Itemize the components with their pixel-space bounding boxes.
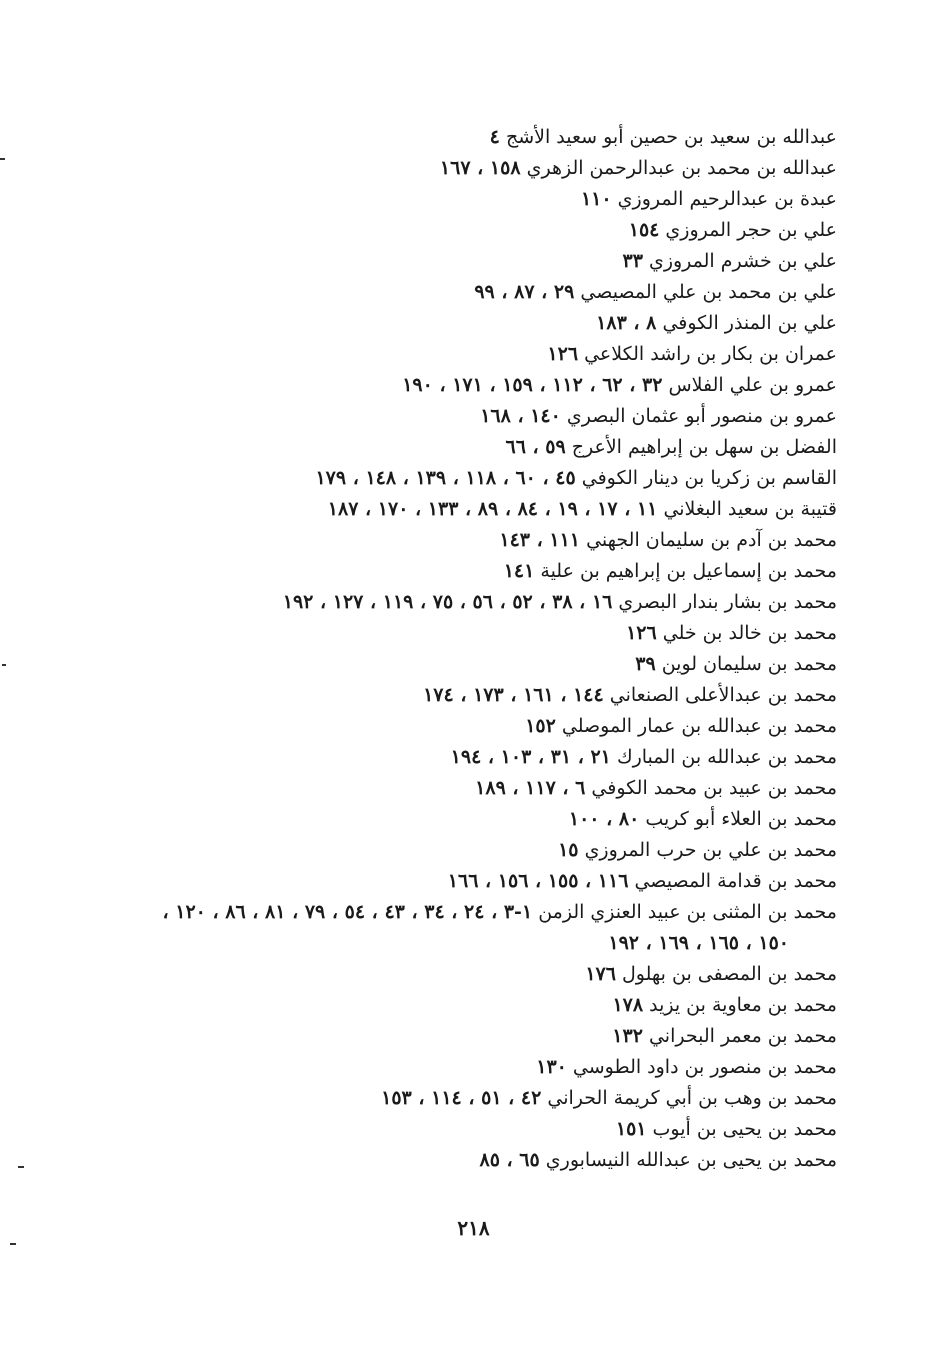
entry-pages: ٣٢ ، ٦٢ ، ١١٢ ، ١٥٩ ، ١٧١ ، ١٩٠ [402, 374, 663, 396]
entry-name: علي بن خشرم المروزي [648, 250, 837, 272]
entry-pages: ١٧٨ [612, 994, 644, 1016]
index-entry [107, 401, 837, 432]
entry-pages: ١٥ [558, 839, 579, 861]
entry-name: محمد بن عبيد بن محمد الكوفي [591, 777, 837, 799]
entry-pages: ٤ [489, 126, 500, 148]
entry-pages: ٣٩ [635, 653, 656, 675]
entry-pages: ١٢٦ [547, 343, 579, 365]
entry-pages: ١٥٨ ، ١٦٧ [439, 157, 521, 179]
scan-mark [18, 1166, 24, 1168]
index-entry [107, 556, 837, 587]
index-entry [107, 277, 837, 308]
index-entry [107, 711, 837, 742]
entry-name: عبدة بن عبدالرحيم المروزي [617, 188, 837, 210]
index-entry [107, 804, 837, 835]
entry-pages: ٢٩ ، ٨٧ ، ٩٩ [474, 281, 575, 303]
entry-pages: ١٤١ [503, 560, 535, 582]
entry-pages: ١٥١ [615, 1118, 647, 1140]
entry-pages: ٨ ، ١٨٣ [596, 312, 657, 334]
entry-pages: ١-٣ ، ٢٤ ، ٣٤ ، ٤٣ ، ٥٤ ، ٧٩ ، ٨١ ، ٨٦ ، ١٢٠ ، [162, 901, 533, 923]
entry-name: محمد بن المصفى بن بهلول [622, 963, 837, 985]
entry-pages: ٦٥ ، ٨٥ [479, 1149, 540, 1171]
page-number: ٢١٨ [457, 1216, 490, 1240]
entry-pages: ١١ ، ١٧ ، ١٩ ، ٨٤ ، ٨٩ ، ١٣٣ ، ١٧٠ ، ١٨٧ [327, 498, 658, 520]
entry-name: عمرو بن علي الفلاس [668, 374, 837, 396]
entry-name: محمد بن سليمان لوين [661, 653, 837, 675]
entry-name: علي بن محمد بن علي المصيصي [580, 281, 837, 303]
index-entry [107, 432, 837, 463]
entry-name: محمد بن معاوية بن يزيد [649, 994, 837, 1016]
entry-name: علي بن المنذر الكوفي [662, 312, 837, 334]
entry-name: محمد بن قدامة المصيصي [634, 870, 837, 892]
entry-name: محمد بن معمر البحراني [648, 1025, 837, 1047]
scan-mark [10, 1243, 16, 1245]
index-entry [107, 835, 837, 866]
index-entry [107, 153, 837, 184]
index-list [107, 122, 837, 1176]
entry-name: محمد بن خالد بن خلي [662, 622, 837, 644]
entry-name: عمران بن بكار بن راشد الكلاعي [584, 343, 837, 365]
index-entry [107, 308, 837, 339]
entry-name: عبدالله بن سعيد بن حصين أبو سعيد الأشج [505, 126, 837, 148]
entry-pages: ٤٥ ، ٦٠ ، ١١٨ ، ١٣٩ ، ١٤٨ ، ١٧٩ [315, 467, 576, 489]
index-entry [107, 184, 837, 215]
index-entry [107, 587, 837, 618]
entry-pages: ٨٠ ، ١٠٠ [568, 808, 640, 830]
index-entry [107, 866, 837, 897]
entry-pages: ٣٣ [622, 250, 643, 272]
entry-name: محمد بن عبدالله بن المبارك [616, 746, 837, 768]
entry-name: الفضل بن سهل بن إبراهيم الأعرج [571, 436, 837, 458]
entry-pages: ١٧٦ [585, 963, 616, 985]
entry-name: محمد بن العلاء أبو كريب [645, 808, 837, 830]
entry-pages: ٤٢ ، ٥١ ، ١١٤ ، ١٥٣ [381, 1087, 542, 1109]
entry-name: القاسم بن زكريا بن دينار الكوفي [581, 467, 837, 489]
entry-name: محمد بن وهب بن أبي كريمة الحراني [547, 1087, 837, 1109]
entry-pages: ١١٠ [580, 188, 612, 210]
scan-mark [2, 664, 6, 666]
entry-pages: ١٢٦ [626, 622, 657, 644]
index-entry [107, 525, 837, 556]
index-entry [107, 1083, 837, 1114]
index-entry [107, 680, 837, 711]
index-entry [107, 990, 837, 1021]
entry-pages: ١٣٠ [536, 1056, 567, 1078]
index-entry [107, 959, 837, 990]
entry-name: محمد بن المثنى بن عبيد العنزي الزمن [538, 901, 837, 923]
entry-name: محمد بن منصور بن داود الطوسي [572, 1056, 837, 1078]
index-entry [107, 494, 837, 525]
index-entry [107, 1052, 837, 1083]
index-entry [107, 618, 837, 649]
entry-name: محمد بن يحيى بن عبدالله النيسابوري [545, 1149, 837, 1171]
index-entry [107, 1145, 837, 1176]
entry-pages: ١٥٢ [525, 715, 556, 737]
index-entry [107, 122, 837, 153]
entry-name: محمد بن إسماعيل بن إبراهيم بن علية [540, 560, 837, 582]
entry-pages: ١١٦ ، ١٥٥ ، ١٥٦ ، ١٦٦ [447, 870, 629, 892]
entry-name: محمد بن علي بن حرب المروزي [584, 839, 837, 861]
entry-name: عمرو بن منصور أبو عثمان البصري [566, 405, 837, 427]
index-entry-continuation [107, 928, 837, 959]
entry-name: محمد بن عبدالله بن عمار الموصلي [561, 715, 837, 737]
index-entry [107, 339, 837, 370]
entry-name: قتيبة بن سعيد البغلاني [663, 498, 837, 520]
entry-pages: ١٣٢ [612, 1025, 643, 1047]
index-entry [107, 246, 837, 277]
index-entry [107, 773, 837, 804]
entry-name: علي بن حجر المروزي [665, 219, 837, 241]
entry-name: محمد بن بشار بندار البصري [618, 591, 837, 613]
index-entry [107, 897, 837, 928]
entry-name: محمد بن آدم بن سليمان الجهني [586, 529, 837, 551]
index-entry [107, 215, 837, 246]
entry-pages: ١١١ ، ١٤٣ [499, 529, 581, 551]
entry-pages: ١٥٤ [628, 219, 660, 241]
entry-pages: ٢١ ، ٣١ ، ١٠٣ ، ١٩٤ [450, 746, 611, 768]
entry-name: عبدالله بن محمد بن عبدالرحمن الزهري [526, 157, 837, 179]
scan-mark [0, 158, 5, 160]
entry-pages: ٥٩ ، ٦٦ [505, 436, 566, 458]
entry-name: محمد بن عبدالأعلى الصنعاني [609, 684, 837, 706]
index-entry [107, 370, 837, 401]
index-entry [107, 1021, 837, 1052]
entry-name: محمد بن يحيى بن أيوب [652, 1118, 837, 1140]
entry-pages: ٦ ، ١١٧ ، ١٨٩ [475, 777, 586, 799]
index-entry [107, 649, 837, 680]
index-entry [107, 1114, 837, 1145]
entry-pages: ١٤٠ ، ١٦٨ [480, 405, 561, 427]
entry-pages: ١٦ ، ٣٨ ، ٥٢ ، ٥٦ ، ٧٥ ، ١١٩ ، ١٢٧ ، ١٩٢ [282, 591, 613, 613]
index-entry [107, 742, 837, 773]
entry-pages: ١٤٤ ، ١٦١ ، ١٧٣ ، ١٧٤ [423, 684, 604, 706]
index-entry [107, 463, 837, 494]
entry-pages: ١٥٠ ، ١٦٥ ، ١٦٩ ، ١٩٢ [608, 932, 789, 954]
